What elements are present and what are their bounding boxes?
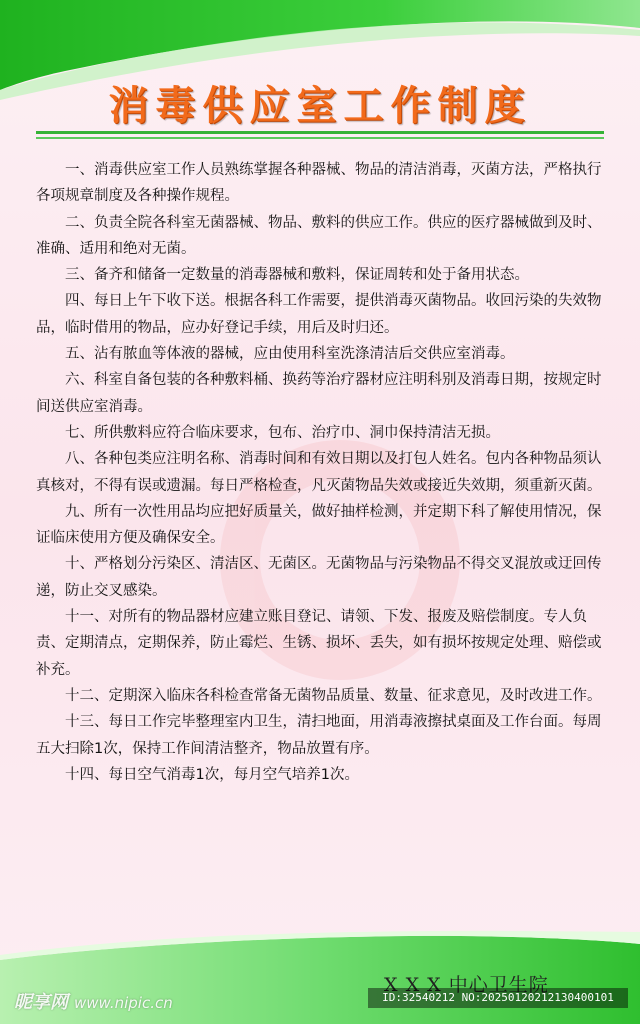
organization-name: X X X 中心卫生院 <box>384 974 549 996</box>
watermark-site: www.nipic.cn <box>74 994 173 1012</box>
watermark-brand <box>14 988 173 1014</box>
regulation-item: 九、所有一次性用品均应把好质量关，做好抽样检测，并定期下科了解使用情况，保证临床使用方便及确保安全。 <box>36 503 602 547</box>
regulation-item: 十、严格划分污染区、清洁区、无菌区。无菌物品与污染物品不得交叉混放或迂回传递，防止交叉感染。 <box>36 556 602 599</box>
title-divider <box>36 131 604 134</box>
regulation-item: 八、各种包类应注明名称、消毒时间和有效日期以及打包人姓名。包内各种物品须认真核对，不得有误或遗漏。每日严格检查，凡灭菌物品失效或接近失效期，须重新灭菌。 <box>36 451 602 494</box>
regulation-item: 十二、定期深入临床各科检查常备无菌物品质量、数量、征求意见，及时改进工作。 <box>65 687 602 704</box>
regulations-body <box>36 157 606 788</box>
regulation-item: 七、所供敷料应符合临床要求，包布、治疗巾、洞巾保持清洁无损。 <box>65 424 500 441</box>
regulation-item: 十三、每日工作完毕整理室内卫生，清扫地面，用消毒液擦拭桌面及工作台面。每周五大扫除1次，保持工作间清洁整齐，物品放置有序。 <box>36 714 602 757</box>
page-title: 消毒供应室工作制度 <box>108 82 532 129</box>
regulation-item: 二、负责全院各科室无菌器械、物品、敷料的供应工作。供应的医疗器械做到及时、准确、适用和绝对无菌。 <box>36 214 602 257</box>
title-divider-thin <box>36 137 604 139</box>
regulation-item: 六、科室自备包装的各种敷料桶、换药等治疗器材应注明科别及消毒日期，按规定时间送供应室消毒。 <box>36 372 602 415</box>
watermark-brand-name: 昵享网 <box>14 992 68 1013</box>
watermark-id: ID:32540212 NO:20250120212130400101 <box>368 988 628 1008</box>
regulation-item: 十一、对所有的物品器材应建立账目登记、请领、下发、报废及赔偿制度。专人负责、定期清点，定期保养，防止霉烂、生锈、损坏、丢失，如有损坏按规定处理、赔偿或补充。 <box>36 609 602 678</box>
regulation-item: 十四、每日空气消毒1次，每月空气培养1次。 <box>65 766 359 783</box>
regulation-item: 三、备齐和储备一定数量的消毒器械和敷料，保证周转和处于备用状态。 <box>65 267 529 284</box>
regulation-item: 四、每日上午下收下送。根据各科工作需要，提供消毒灭菌物品。收回污染的失效物品，临时借用的物品，应办好登记手续，用后及时归还。 <box>36 293 602 336</box>
regulation-item: 五、沾有脓血等体液的器械，应由使用科室洗涤清洁后交供应室消毒。 <box>65 346 515 363</box>
regulation-item: 一、消毒供应室工作人员熟练掌握各种器械、物品的清洁消毒，灭菌方法，严格执行各项规章制度及各种操作规程。 <box>36 162 602 205</box>
